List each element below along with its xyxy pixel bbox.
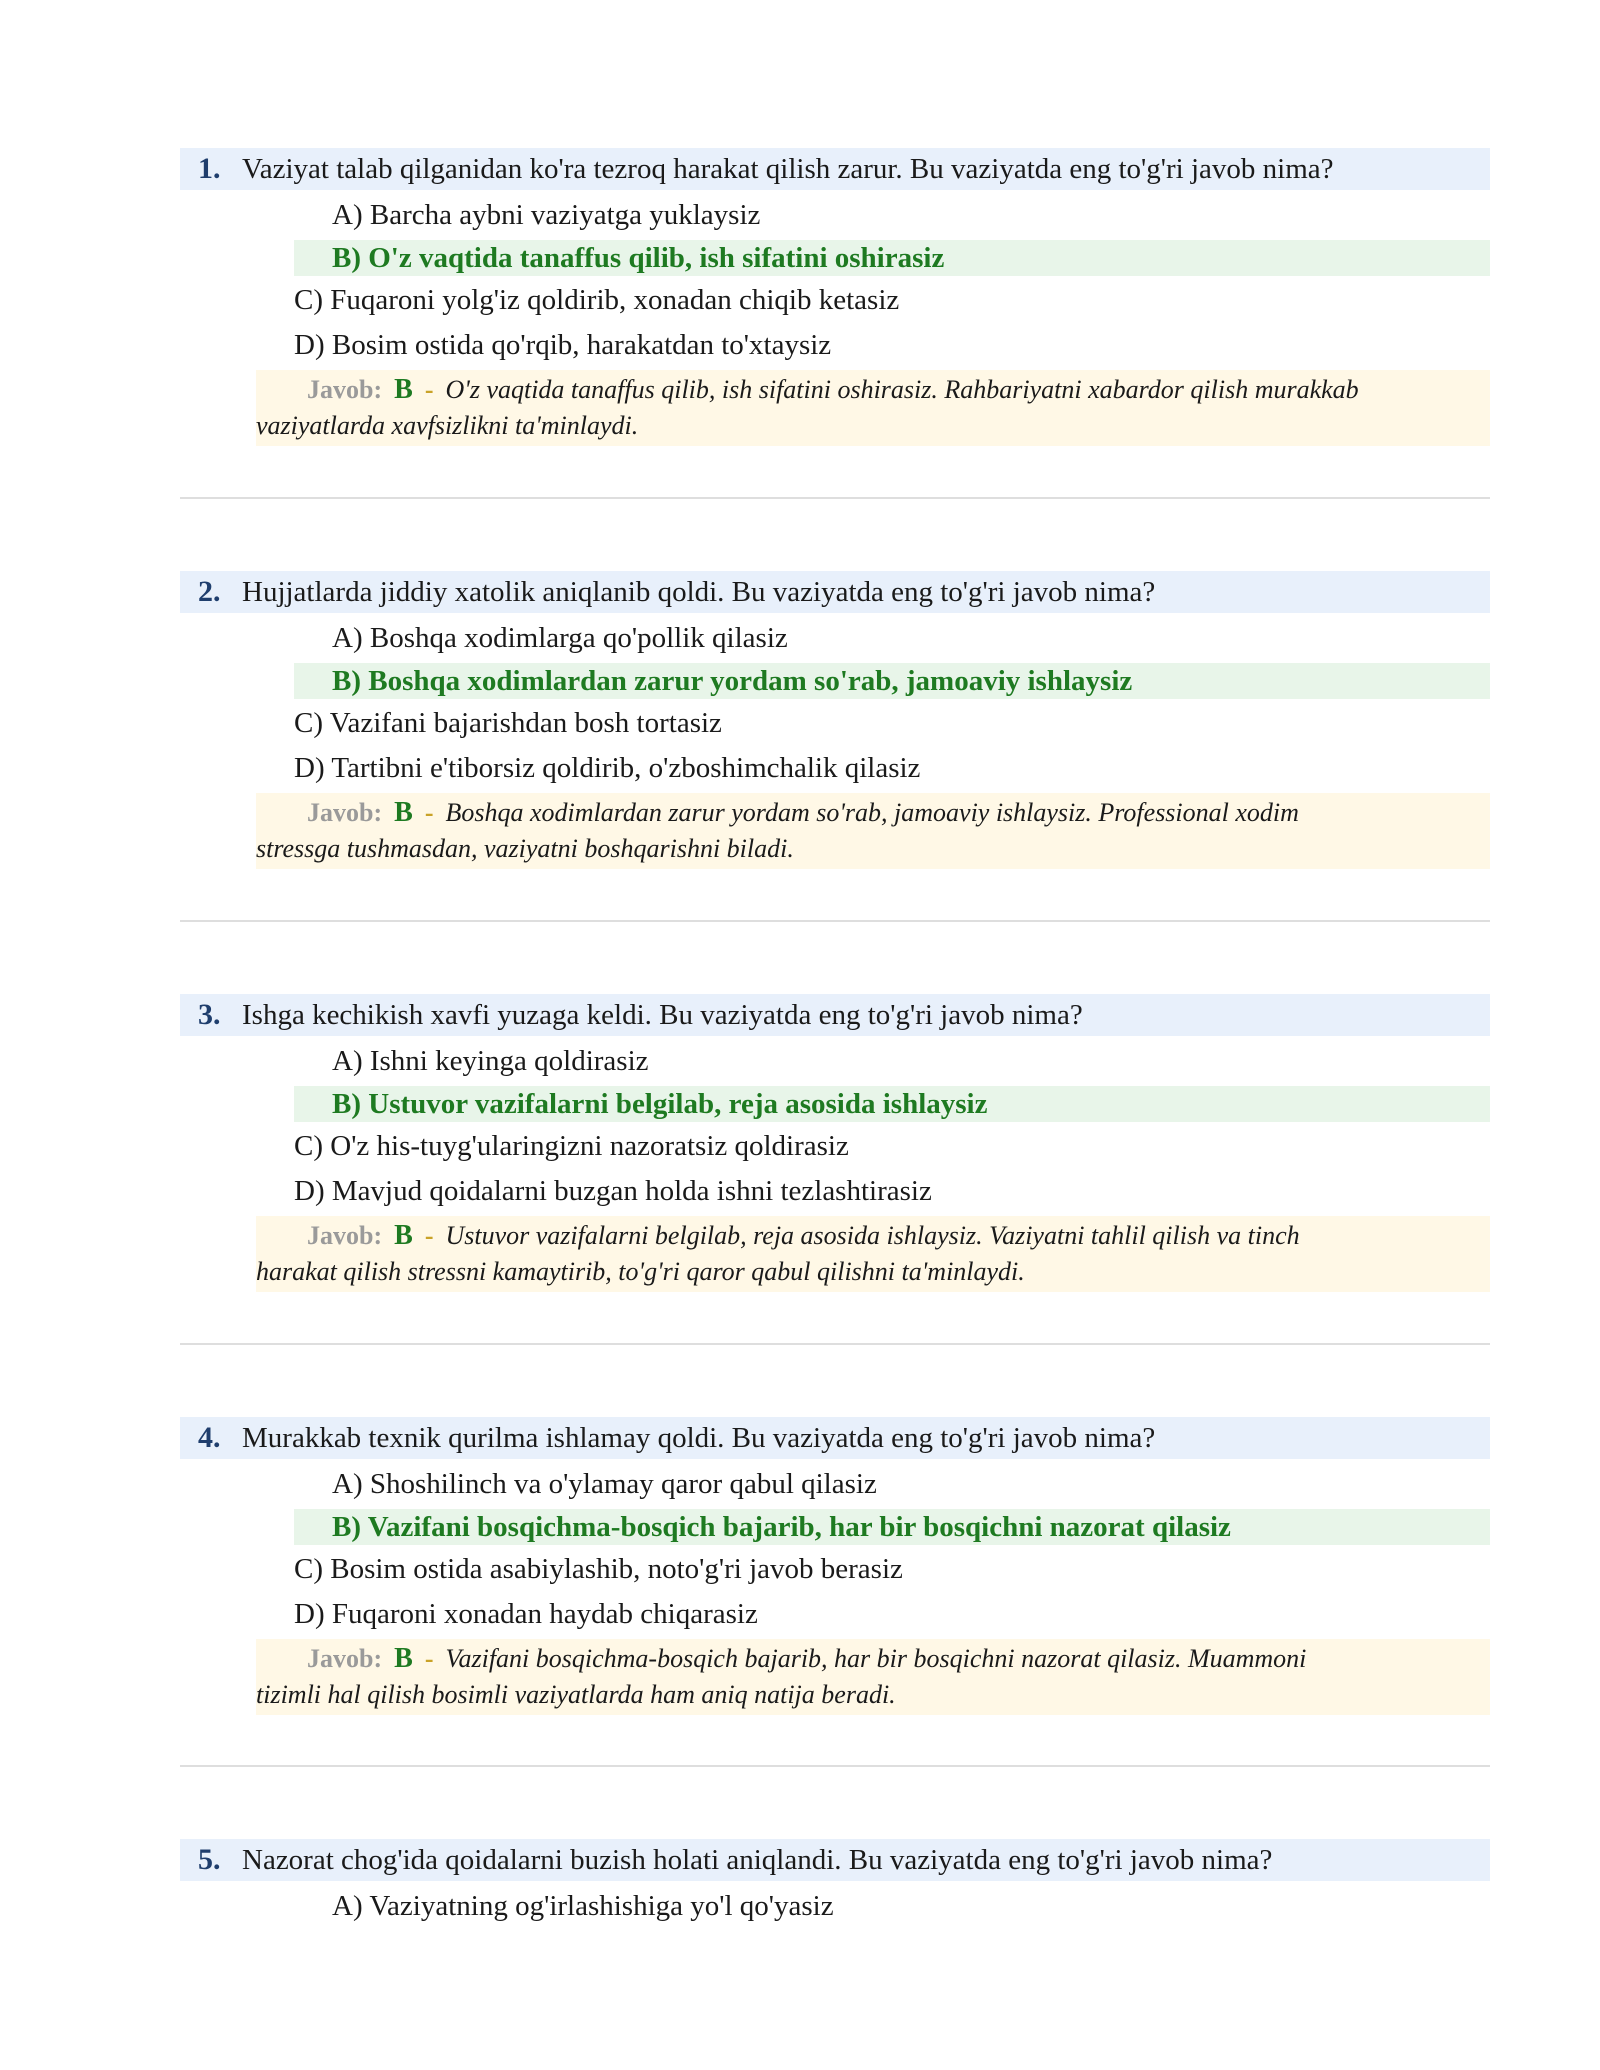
answer-line-2 [256,1254,1490,1290]
question-header [180,1417,1490,1459]
answer-box [256,1216,1490,1292]
answer-box [256,1639,1490,1715]
question-header [180,994,1490,1036]
option-d: D) Fuqaroni xonadan haydab chiqarasiz [294,1598,758,1630]
answer-explanation-1: O'z vaqtida tanaffus qilib, ish sifatini oshirasiz. Rahbariyatni xabardor qilish murakkab [445,375,1359,404]
question-number: 4. [198,1421,221,1454]
option-c: C) O'z his-tuyg'ularingizni nazoratsiz qoldirasiz [294,1130,849,1162]
question-text: Nazorat chog'ida qoidalarni buzish holati aniqlandi. Bu vaziyatda eng to'g'ri javob nima? [242,1843,1273,1876]
option-a: A) Boshqa xodimlarga qo'pollik qilasiz [332,622,788,654]
answer-explanation-2: vaziyatlarda xavfsizlikni ta'minlaydi. [256,411,639,440]
answer-explanation-2: stressga tushmasdan, vaziyatni boshqarishni biladi. [256,834,794,863]
answer-dash: - [424,1644,434,1673]
option-a: A) Barcha aybni vaziyatga yuklaysiz [332,199,761,231]
question-header [180,148,1490,190]
answer-letter: B [394,374,413,405]
question-number: 2. [198,575,221,608]
answer-dash: - [424,798,434,827]
answer-explanation-1: Ustuvor vazifalarni belgilab, reja asosida ishlaysiz. Vaziyatni tahlil qilish va tinch [445,1221,1300,1250]
answer-line-2 [256,1677,1490,1713]
divider [180,1765,1490,1767]
answer-label: Javob: [307,1221,383,1250]
question-number: 1. [198,152,221,185]
option-b-correct [294,1509,1490,1545]
option-b-correct [294,663,1490,699]
question-number: 3. [198,998,221,1031]
answer-line-1 [256,1641,1490,1677]
answer-letter: B [394,1643,413,1674]
question-text: Ishga kechikish xavfi yuzaga keldi. Bu vaziyatda eng to'g'ri javob nima? [242,998,1083,1031]
answer-line-1 [256,795,1490,831]
answer-explanation-1: Vazifani bosqichma-bosqich bajarib, har bir bosqichni nazorat qilasiz. Muammoni [445,1644,1307,1673]
option-b-label: B) Vazifani bosqichma-bosqich bajarib, har bir bosqichni nazorat qilasiz [332,1510,1231,1543]
option-a: A) Ishni keyinga qoldirasiz [332,1045,649,1077]
option-b-label: B) Ustuvor vazifalarni belgilab, reja asosida ishlaysiz [332,1087,988,1120]
divider [180,497,1490,499]
divider [180,1343,1490,1345]
question-text: Murakkab texnik qurilma ishlamay qoldi. Bu vaziyatda eng to'g'ri javob nima? [242,1421,1156,1454]
option-d: D) Mavjud qoidalarni buzgan holda ishni tezlashtirasiz [294,1175,932,1207]
answer-line-2 [256,831,1490,867]
answer-line-1 [256,372,1490,408]
option-c: C) Fuqaroni yolg'iz qoldirib, xonadan chiqib ketasiz [294,284,900,316]
question-text: Hujjatlarda jiddiy xatolik aniqlanib qoldi. Bu vaziyatda eng to'g'ri javob nima? [242,575,1156,608]
answer-explanation-2: tizimli hal qilish bosimli vaziyatlarda ham aniq natija beradi. [256,1680,896,1709]
option-b-correct [294,1086,1490,1122]
option-a: A) Vaziyatning og'irlashishiga yo'l qo'yasiz [332,1890,834,1922]
option-c: C) Bosim ostida asabiylashib, noto'g'ri javob berasiz [294,1553,903,1585]
answer-label: Javob: [307,375,383,404]
option-b-label: B) Boshqa xodimlardan zarur yordam so'rab, jamoaviy ishlaysiz [332,664,1133,697]
answer-letter: B [394,797,413,828]
option-b-correct [294,240,1490,276]
answer-line-1 [256,1218,1490,1254]
option-b-label: B) O'z vaqtida tanaffus qilib, ish sifatini oshirasiz [332,241,945,274]
answer-dash: - [424,1221,434,1250]
option-d: D) Tartibni e'tiborsiz qoldirib, o'zboshimchalik qilasiz [294,752,921,784]
answer-box [256,370,1490,446]
answer-explanation-1: Boshqa xodimlardan zarur yordam so'rab, jamoaviy ishlaysiz. Professional xodim [445,798,1299,827]
answer-dash: - [424,375,434,404]
answer-box [256,793,1490,869]
divider [180,920,1490,922]
answer-explanation-2: harakat qilish stressni kamaytirib, to'g'ri qaror qabul qilishni ta'minlaydi. [256,1257,1025,1286]
option-d: D) Bosim ostida qo'rqib, harakatdan to'xtaysiz [294,329,832,361]
question-number: 5. [198,1843,221,1876]
answer-line-2 [256,408,1490,444]
answer-letter: B [394,1220,413,1251]
option-c: C) Vazifani bajarishdan bosh tortasiz [294,707,722,739]
answer-label: Javob: [307,1644,383,1673]
answer-label: Javob: [307,798,383,827]
question-header [180,1839,1490,1881]
question-header [180,571,1490,613]
question-text: Vaziyat talab qilganidan ko'ra tezroq harakat qilish zarur. Bu vaziyatda eng to'g'ri javob nima? [242,152,1334,185]
option-a: A) Shoshilinch va o'ylamay qaror qabul qilasiz [332,1468,877,1500]
